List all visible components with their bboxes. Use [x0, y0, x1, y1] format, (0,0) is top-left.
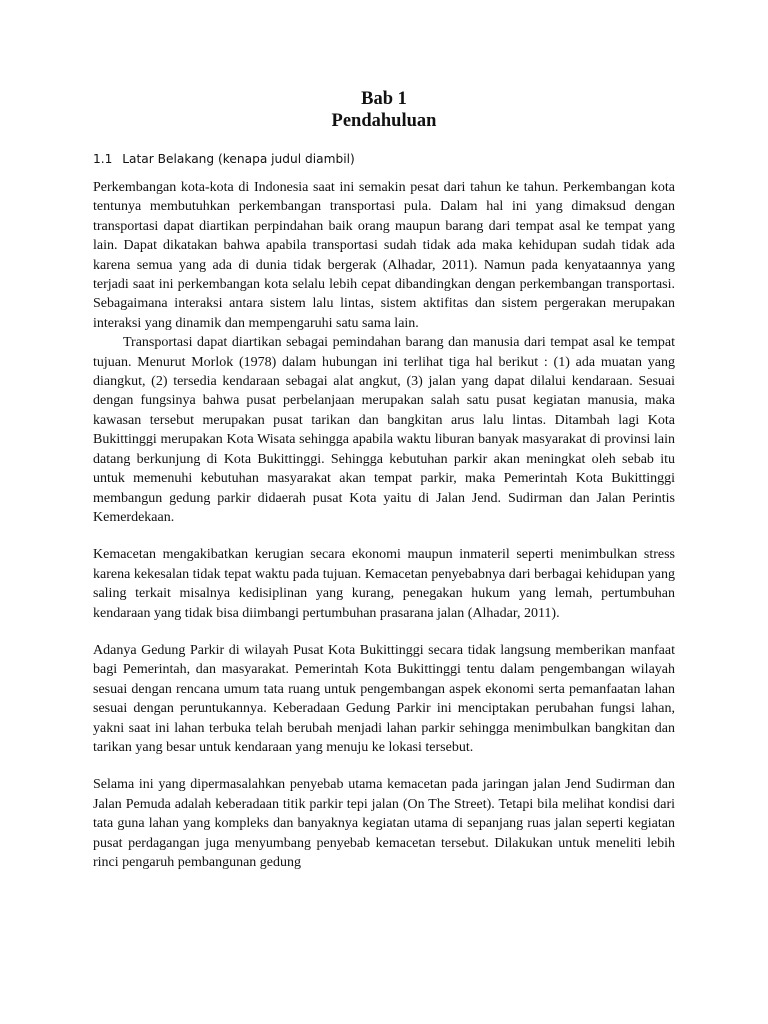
paragraph-2: Transportasi dapat diartikan sebagai pemindahan barang dan manusia dari tempat asal ke tempat tujuan. Menurut Morlok (1978) dalam hubungan ini terlihat tiga hal berikut : (1) ada muatan yang diangkut, (2) tersedia kendaraan sebagai alat angkut, (3) jalan yang dapat dilalui kendaraan. Sesuai dengan fungsinya bahwa pusat perbelanjaan merupakan salah satu pusat kegiatan manusia, maka kawasan tersebut merupakan pusat tarikan dan bangkitan arus lalu lintas. Ditambah lagi Kota Bukittinggi merupakan Kota Wisata sehingga apabila waktu liburan banyak masyarakat di provinsi lain datang berkunjung di Kota Bukittinggi. Sehingga kebutuhan parkir akan meningkat oleh sebab itu untuk memenuhi kebutuhan masyarakat akan tempat parkir, maka Pemerintah Kota Bukittinggi membangun gedung parkir didaerah pusat Kota yaitu di Jalan Jend. Sudirman dan Jalan Perintis Kemerdekaan.	[93, 335, 675, 525]
paragraph-5: Selama ini yang dipermasalahkan penyebab utama kemacetan pada jaringan jalan Jend Sudirman dan Jalan Pemuda adalah keberadaan titik parkir tepi jalan (On The Street). Tetapi bila melihat kondisi dari tata guna lahan yang kompleks dan banyaknya kegiatan utama di sepanjang ruas jalan seperti kegiatan pusat perdagangan juga menyumbang penyebab kemacetan tersebut. Dilakukan untuk meneliti lebih rinci pengaruh pembangunan gedung	[93, 777, 675, 870]
paragraph-4: Adanya Gedung Parkir di wilayah Pusat Kota Bukittinggi secara tidak langsung memberikan manfaat bagi Pemerintah, dan masyarakat. Pemerintah Kota Bukittinggi tentu dalam pengembangan wilayah sesuai dengan rencana umum tata ruang untuk pengembangan aspek ekonomi serta pemanfaatan lahan sesuai dengan peruntukannya. Keberadaan Gedung Parkir ini menciptakan perubahan fungsi lahan, yakni saat ini lahan terbuka telah berubah menjadi lahan parkir sehingga menimbulkan bangkitan dan tarikan yang besar untuk kendaraan yang menuju ke lokasi tersebut.	[93, 642, 675, 755]
chapter-title: Pendahuluan	[331, 111, 437, 131]
paragraph-3: Kemacetan mengakibatkan kerugian secara ekonomi maupun inmateril seperti menimbulkan stress karena kekesalan tidak tepat waktu pada tujuan. Kemacetan penyebabnya dari berbagai kehidupan yang saling terkait misalnya kedisiplinan yang kurang, penegakan hukum yang lemah, pertumbuhan kendaraan yang tidak bisa diimbangi pertumbuhan prasarana jalan (Alhadar, 2011).	[93, 547, 675, 621]
chapter-number: Bab 1	[361, 89, 407, 109]
paragraph-1: Perkembangan kota-kota di Indonesia saat ini semakin pesat dari tahun ke tahun. Perkembangan kota tentunya membutuhkan perkembangan transportasi pula. Dalam hal ini yang dimaksud dengan transportasi dapat diartikan perpindahan baik orang maupun barang dari tempat asal ke tempat yang lain. Dapat dikatakan bahwa apabila transportasi sudah tidak ada maka kehidupan sudah tidak ada karena semua yang ada di dunia tidak bergerak (Alhadar, 2011). Namun pada kenyataannya yang terjadi saat ini perkembangan kota selalu lebih cepat dibandingkan dengan perkembangan transportasi. Sebagaimana interaksi antara sistem lalu lintas, sistem aktifitas dan sistem pergerakan merupakan interaksi yang dinamik dan mempengaruhi satu sama lain.	[93, 180, 675, 331]
section-heading	[93, 150, 675, 168]
section-title: Latar Belakang (kenapa judul diambil)	[122, 152, 355, 166]
section-number: 1.1	[93, 152, 113, 166]
